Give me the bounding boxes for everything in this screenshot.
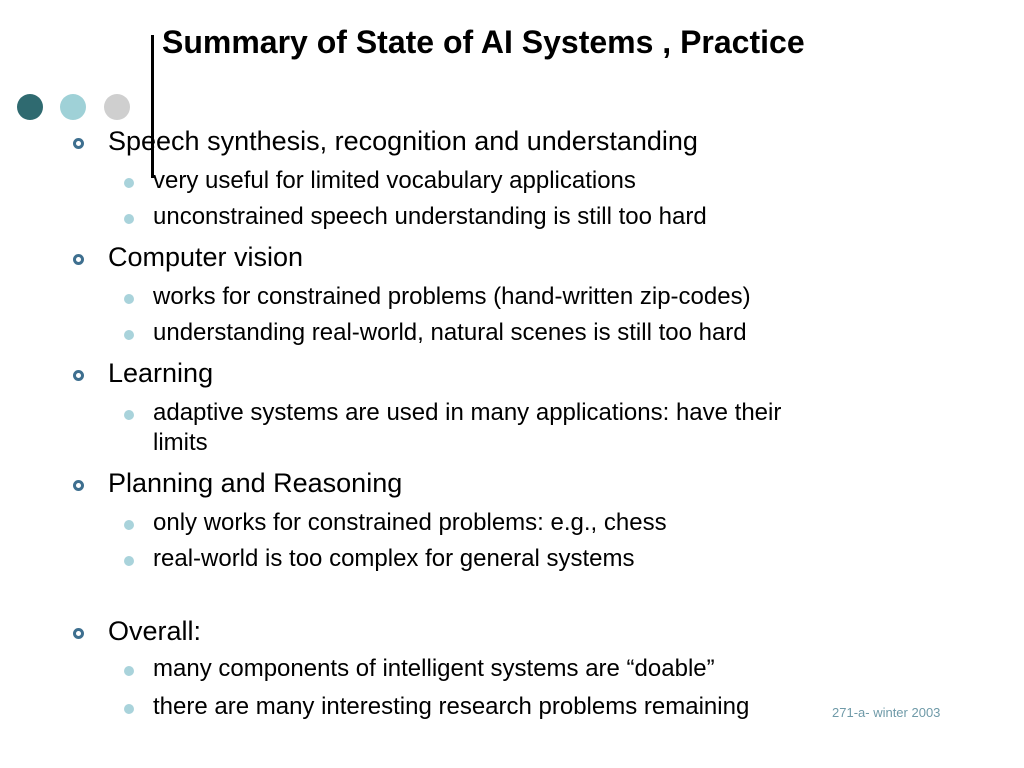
dot-bullet-icon [124, 410, 134, 420]
slide-footer: 271-a- winter 2003 [832, 705, 941, 720]
dot-bullet-icon [124, 294, 134, 304]
sub-bullet-item: works for constrained problems (hand-written zip-codes) [153, 283, 751, 310]
bullet-item-learning: Learning [108, 358, 214, 388]
sub-bullet-item: adaptive systems are used in many applications: have their [153, 399, 782, 426]
dot-bullet-icon [124, 520, 134, 530]
ring-bullet-icon [73, 628, 84, 639]
ring-bullet-icon [73, 370, 84, 381]
ring-bullet-icon [73, 480, 84, 491]
dot-bullet-icon [124, 704, 134, 714]
dot-bullet-icon [124, 666, 134, 676]
slide-title: Summary of State of AI Systems , Practice [162, 24, 805, 60]
sub-bullet-item: only works for constrained problems: e.g., chess [153, 509, 667, 536]
sub-bullet-item: real-world is too complex for general systems [153, 545, 635, 572]
dot-bullet-icon [124, 214, 134, 224]
sub-bullet-item: understanding real-world, natural scenes is still too hard [153, 319, 747, 346]
dot-bullet-icon [124, 330, 134, 340]
bullet-item-overall: Overall: [108, 616, 202, 646]
sub-bullet-item: many components of intelligent systems are “doable” [153, 655, 715, 682]
dot-bullet-icon [124, 556, 134, 566]
ring-bullet-icon [73, 138, 84, 149]
bullet-item-planning: Planning and Reasoning [108, 468, 403, 498]
sub-bullet-item: there are many interesting research problems remaining [153, 693, 750, 720]
dot-bullet-icon [124, 178, 134, 188]
bullet-item-vision: Computer vision [108, 242, 304, 272]
ring-bullet-icon [73, 254, 84, 265]
bullet-item-speech: Speech synthesis, recognition and understanding [108, 126, 698, 156]
sub-bullet-item: unconstrained speech understanding is still too hard [153, 203, 707, 230]
sub-bullet-item: very useful for limited vocabulary applications [153, 167, 636, 194]
sub-bullet-item-continuation: limits [153, 429, 208, 456]
